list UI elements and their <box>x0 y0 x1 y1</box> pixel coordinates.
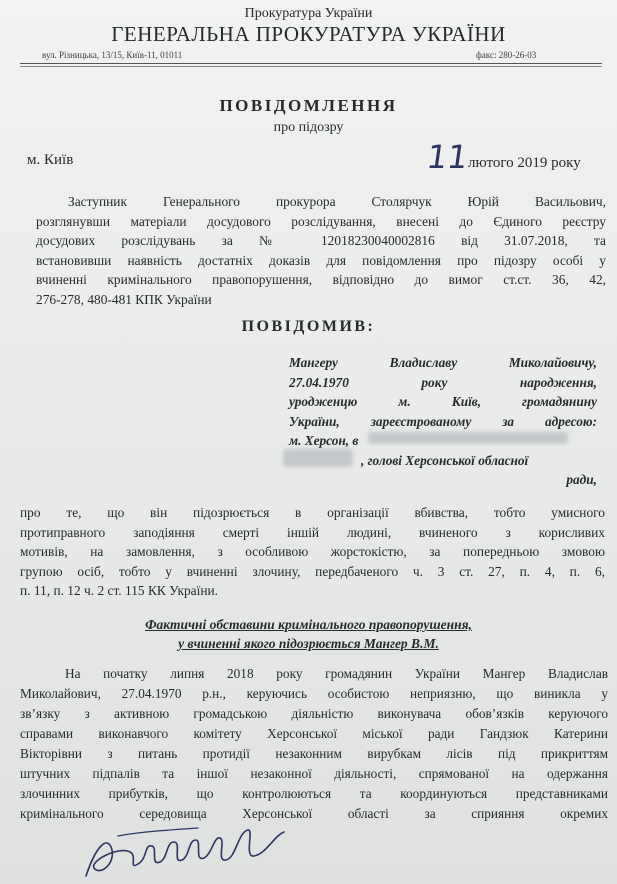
paragraph-line: зв’язку з активною громадською діяльністю виконувача обов’язків керуючого <box>20 706 608 721</box>
suspect-line: України, зареєстрованому за адресою: <box>289 413 597 429</box>
document-title: ПОВІДОМЛЕННЯ <box>219 96 398 115</box>
header-office: Прокуратура України <box>244 6 373 21</box>
header-agency-name: ГЕНЕРАЛЬНА ПРОКУРАТУРА УКРАЇНИ <box>111 22 506 46</box>
paragraph-line: штучних підпалів та іншої незаконної діяльності, спрямованої на одержання <box>20 766 608 781</box>
facts-heading-line: Фактичні обставини кримінального правопорушення, <box>145 617 472 632</box>
facts-heading <box>0 615 617 653</box>
facts-heading-line: у вчиненні якого підозрюється Мангер В.М. <box>178 636 439 651</box>
paragraph-line: злочинних прибутків, що контролюються та координуються представниками <box>20 786 608 801</box>
paragraph-line: групою осіб, тобто у вчиненні злочину, передбаченого ч. 3 ст. 27, п. 4, п. 6, <box>20 563 605 579</box>
facts-paragraph <box>20 664 608 824</box>
suspect-block <box>289 353 597 490</box>
handwritten-date-day: 11 <box>424 138 471 176</box>
notified-heading: ПОВІДОМИВ: <box>241 318 376 335</box>
paragraph-line: кримінального середовища Херсонської області за сприяння окремих <box>20 806 608 821</box>
paragraph-line: протиправного заподіяння смерті іншій людині, вчиненого з корисливих <box>20 524 605 540</box>
paragraph-line: п. 11, п. 12 ч. 2 ст. 115 КК України. <box>20 583 218 598</box>
header-fax: факс: 280-26-03 <box>476 50 537 60</box>
suspect-line: уродженцю м. Київ, громадянину <box>289 394 597 409</box>
paragraph-line: мотивів, на замовлення, з особливою жорстокістю, за попередньою змовою <box>20 544 605 559</box>
suspect-line: 27.04.1970 року народження, <box>289 374 597 390</box>
paragraph-line: встановивши наявність достатніх доказів для повідомлення про підозру особі у <box>36 252 606 268</box>
paragraph-line: Миколайович, 27.04.1970 р.н., керуючись особистою неприязню, що виникла у <box>20 686 608 701</box>
paragraph-line: 276-278, 480-481 КПК України <box>36 291 212 307</box>
document-date: лютого 2019 року <box>468 155 581 171</box>
header-address: вул. Різницька, 13/15, Київ-11, 01011 <box>42 50 183 60</box>
document-subtitle: про підозру <box>273 120 344 135</box>
header-divider-secondary <box>20 66 602 67</box>
paragraph-line: справами виконавчого комітету Херсонської міської ради Гандзюк Катерини <box>20 726 608 741</box>
paragraph-line: Заступник Генерального прокурора Столярчук Юрій Васильович, <box>68 194 606 209</box>
header-divider <box>20 63 602 64</box>
paragraph-line: про те, що він підозрюється в організації вбивства, тобто умисного <box>20 505 605 520</box>
paragraph-line: На початку липня 2018 року громадянин України Мангер Владислав <box>65 666 608 681</box>
redacted-address <box>283 449 353 467</box>
paragraph-line: досудових розслідувань за № 12018230040002816 від 31.07.2018, та <box>36 233 606 248</box>
document-city: м. Київ <box>27 152 74 168</box>
suspect-line: Мангеру Владиславу Миколайовичу, <box>289 355 597 370</box>
redacted-address <box>368 432 568 444</box>
suspect-line: м. Херсон, в <box>289 433 359 448</box>
handwritten-signature <box>78 806 298 884</box>
intro-paragraph <box>36 192 606 309</box>
suspect-line: ради, <box>566 472 597 487</box>
charge-paragraph <box>20 503 605 601</box>
paragraph-line: розглянувши матеріали досудового розслідування, внесені до Єдиного реєстру <box>36 213 606 229</box>
suspect-line: , голові Херсонської обласної <box>361 452 529 468</box>
paragraph-line: вчиненні кримінального правопорушення, відповідно до вимог ст.ст. 36, 42, <box>36 272 606 287</box>
paragraph-line: Вікторівни з питань протидії незаконним вирубкам лісів під прикриттям <box>20 746 608 761</box>
